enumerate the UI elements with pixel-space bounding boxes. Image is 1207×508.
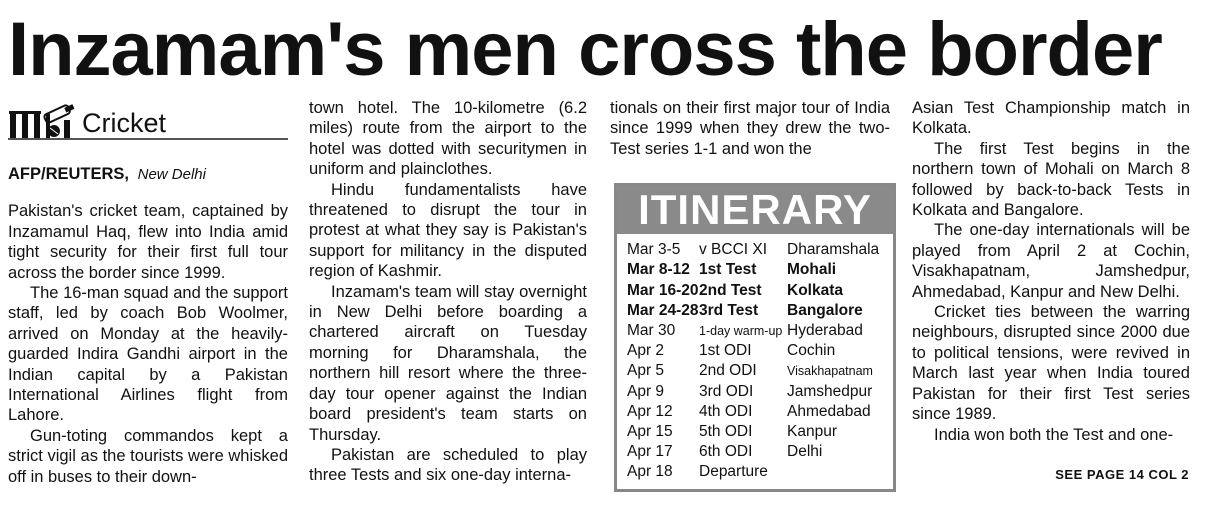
paragraph: Pakistan are scheduled to play three Tests and six one-day interna- xyxy=(309,445,587,485)
byline-place: New Delhi xyxy=(137,166,206,183)
itinerary-match: 3rd ODI xyxy=(699,382,754,400)
itinerary-venue: Ahmedabad xyxy=(787,402,871,420)
itinerary-date: Mar 3-5 xyxy=(627,241,681,259)
itinerary-date: Apr 17 xyxy=(627,443,673,461)
column-4 xyxy=(912,98,1190,445)
itinerary-date: Apr 15 xyxy=(627,423,673,441)
itinerary-match: 2nd Test xyxy=(699,281,762,299)
paragraph: tionals on their first major tour of India since 1999 when they drew the two-Test series 1-1 and won the xyxy=(610,99,890,158)
paragraph: The 16-man squad and the support staff, led by coach Bob Woolmer, arrived on Monday at the heavily-guarded Indira Gandhi airport in the Indian capital by a Pakistan International Airlines flight from Lahore. xyxy=(8,284,288,425)
column-3 xyxy=(610,98,890,492)
cricket-stumps-bat-ball-icon xyxy=(8,100,76,138)
itinerary-row xyxy=(627,341,885,361)
itinerary-venue xyxy=(787,462,885,482)
paragraph: Cricket ties between the warring neighbours, disrupted since 2000 due to political tensions, were revived in March last year when India toured Pakistan for their first Test series since 1989. xyxy=(912,303,1190,424)
itinerary-table xyxy=(617,234,893,488)
itinerary-date: Apr 9 xyxy=(627,382,665,400)
itinerary-date: Apr 18 xyxy=(627,463,673,481)
itinerary-match: 6th ODI xyxy=(699,443,753,461)
itinerary-venue: Visakhapatnam xyxy=(787,364,873,379)
itinerary-row xyxy=(627,382,885,402)
itinerary-row xyxy=(627,240,885,260)
headline: Inzamam's men cross the border xyxy=(8,7,1162,92)
paragraph: Hindu fundamentalists have threatened to disrupt the tour in protest at what they say is Pakistan's support for militancy in the disputed region of Kashmir. xyxy=(309,180,587,281)
itinerary-row xyxy=(627,281,885,301)
itinerary-date: Mar 24-28 xyxy=(627,301,699,319)
itinerary-match: 1-day warm-up xyxy=(699,324,783,339)
itinerary-title: ITINERARY xyxy=(617,186,893,234)
itinerary-row xyxy=(627,462,885,482)
itinerary-row xyxy=(627,442,885,462)
itinerary-venue: Kolkata xyxy=(787,281,843,299)
itinerary-match: 5th ODI xyxy=(699,423,753,441)
itinerary-row xyxy=(627,361,885,381)
column-2 xyxy=(309,98,587,486)
itinerary-match: Departure xyxy=(699,463,768,481)
paragraph: Gun-toting commandos kept a strict vigil as the tourists were whisked off in buses to their down- xyxy=(8,426,288,486)
itinerary-venue: Mohali xyxy=(787,261,837,279)
paragraph: The first Test begins in the northern town of Mohali on March 8 followed by back-to-back Tests in Kolkata and Bangalore. xyxy=(912,139,1190,220)
itinerary-match: 1st Test xyxy=(699,261,757,279)
itinerary-match: v BCCI XI xyxy=(699,241,768,259)
paragraph: Asian Test Championship match in Kolkata. xyxy=(912,99,1190,138)
itinerary-match: 1st ODI xyxy=(699,342,752,360)
itinerary-venue: Cochin xyxy=(787,342,836,360)
column-1 xyxy=(8,98,288,487)
itinerary-date: Apr 2 xyxy=(627,342,665,360)
paragraph: India won both the Test and one- xyxy=(934,425,1174,444)
itinerary-venue: Bangalore xyxy=(787,301,863,319)
paragraph: The one-day internationals will be played from April 2 at Cochin, Visakhapatnam, Jamshedpur, Ahmedabad, Kanpur and New Delhi. xyxy=(912,221,1190,301)
itinerary-match: 4th ODI xyxy=(699,402,753,420)
itinerary-venue: Hyderabad xyxy=(787,322,863,340)
itinerary-date: Apr 12 xyxy=(627,402,673,420)
itinerary-row xyxy=(627,422,885,442)
paragraph: Pakistan's cricket team, captained by Inzamamul Haq, flew into India amid tight security for their first full tour across the border since 1999. xyxy=(8,202,288,282)
paragraph: town hotel. The 10-kilometre (6.2 miles) route from the airport to the hotel was dotted with securitymen in uniform and plainclothes. xyxy=(309,99,587,179)
itinerary-date: Mar 30 xyxy=(627,322,676,340)
byline xyxy=(8,164,288,185)
itinerary-row xyxy=(627,301,885,321)
itinerary-venue: Dharamshala xyxy=(787,241,880,259)
itinerary-row xyxy=(627,321,885,341)
itinerary-date: Apr 5 xyxy=(627,362,665,380)
itinerary-match: 2nd ODI xyxy=(699,362,757,380)
itinerary-match: 3rd Test xyxy=(699,301,759,319)
byline-agency: AFP/REUTERS, xyxy=(8,165,130,183)
itinerary-venue: Jamshedpur xyxy=(787,382,873,400)
paragraph: Inzamam's team will stay overnight in New Delhi before boarding a chartered aircraft on Tuesday morning for Dharamshala, the northern hill resort where the three-day tour opener against the Indian board president's team starts on Thursday. xyxy=(309,282,587,444)
itinerary-row xyxy=(627,402,885,422)
section-label: Cricket xyxy=(82,108,167,138)
itinerary-date: Mar 8-12 xyxy=(627,261,690,279)
continuation-note: SEE PAGE 14 COL 2 xyxy=(1055,467,1189,482)
itinerary-date: Mar 16-20 xyxy=(627,281,699,299)
itinerary-venue: Delhi xyxy=(787,443,823,461)
itinerary-row xyxy=(627,260,885,280)
itinerary-box xyxy=(614,183,896,491)
section-kicker xyxy=(8,98,288,140)
itinerary-venue: Kanpur xyxy=(787,423,837,441)
